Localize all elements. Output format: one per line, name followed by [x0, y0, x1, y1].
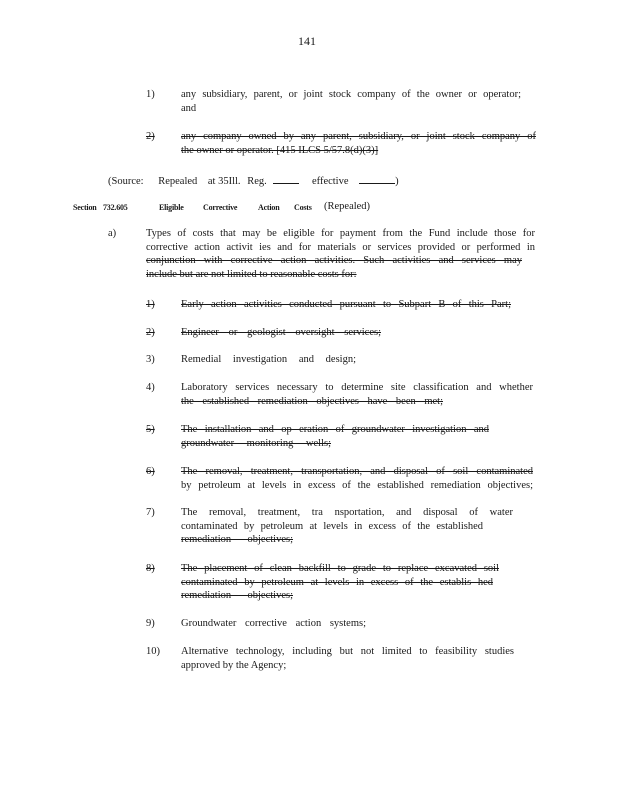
- text-line: Engineer or geologist oversight services;: [181, 327, 381, 338]
- text-line: contaminated by petroleum at levels in excess of the established: [181, 520, 483, 532]
- paragraph-text: [146, 227, 535, 281]
- text-line: remediation objectives;: [181, 590, 293, 601]
- text-line: Groundwater corrective action systems;: [181, 618, 366, 629]
- section-heading: [73, 200, 373, 214]
- list-item-number: 4): [146, 382, 155, 393]
- volume-blank: [273, 173, 299, 184]
- list-item-number: 7): [146, 507, 155, 518]
- list-item-number: 2): [146, 327, 155, 338]
- text-line: the established remediation objectives have been met;: [181, 395, 443, 407]
- text-line: conjunction with corrective action activities. Such activities and services may: [146, 255, 522, 266]
- section-title-word: Costs: [294, 203, 312, 212]
- list-item-text: [181, 465, 533, 492]
- section-title-word: Eligible: [159, 203, 184, 212]
- source-close: ): [395, 176, 399, 187]
- text-line: Early action activities conducted pursuant to Subpart B of this Part;: [181, 299, 511, 310]
- text-line: Remedial investigation and design;: [181, 354, 356, 365]
- text-line: Types of costs that may be eligible for payment from the Fund include those for: [146, 228, 535, 239]
- list-item-number: 8): [146, 563, 155, 574]
- page-number: 141: [298, 34, 316, 48]
- text-line: groundwater monitoring wells;: [181, 437, 331, 449]
- text-line: Laboratory services necessary to determine site classification and whether: [181, 382, 533, 393]
- list-item-number: 1): [146, 299, 155, 310]
- text-line: any company owned by any parent, subsidiary, or joint stock company of: [181, 131, 536, 142]
- section-title-word: Corrective: [203, 203, 238, 212]
- list-item-text: [181, 353, 356, 367]
- list-item-text: [181, 298, 511, 312]
- text-line: The removal, treatment, transportation, and disposal of soil contaminated: [181, 466, 533, 477]
- section-number: 732.605: [103, 203, 128, 212]
- list-item-number: 9): [146, 618, 155, 629]
- text-line: The placement of clean backfill to grade to replace excavated soil: [181, 563, 499, 574]
- source-note: [108, 173, 399, 189]
- text-line: Alternative technology, including but not limited to feasibility studies: [181, 646, 514, 657]
- text-line: any subsidiary, parent, or joint stock company of the owner or operator;: [181, 89, 521, 100]
- text-line: and: [181, 102, 197, 114]
- paragraph-marker: a): [108, 228, 117, 239]
- text-line: include but are not limited to reasonable costs for:: [146, 268, 357, 280]
- list-item-number: 10): [146, 646, 160, 657]
- text-line: The installation and op eration of groundwater investigation and: [181, 424, 489, 435]
- text-line: remediation objectives;: [181, 534, 293, 545]
- text-line: by petroleum at levels in excess of the established remediation objectives;: [181, 479, 533, 491]
- list-item-text: [181, 617, 366, 631]
- list-item-text: [181, 645, 514, 672]
- list-item-number: 6): [146, 466, 155, 477]
- list-item-number: 3): [146, 354, 155, 365]
- text-line: the owner or operator. [415 ILCS 5/57.8(d)(3)]: [181, 144, 379, 156]
- list-item-text: [181, 506, 513, 547]
- text-line: corrective action activit ies and for materials or services provided or performed in: [146, 241, 535, 253]
- list-item-text: [181, 88, 521, 115]
- list-item-number: 1): [146, 89, 155, 100]
- section-title-word: Action: [258, 203, 280, 212]
- list-item-text: [181, 381, 533, 408]
- source-reg: Reg.: [247, 176, 267, 187]
- list-item-number: 2): [146, 131, 155, 142]
- source-repealed: Repealed: [158, 176, 198, 187]
- source-effective: effective: [311, 176, 349, 187]
- text-line: approved by the Agency;: [181, 659, 287, 671]
- section-label: Section: [73, 203, 97, 212]
- date-blank: [359, 173, 395, 184]
- source-open: (Source:: [108, 176, 144, 187]
- source-at: at 35Ill.: [207, 176, 241, 187]
- text-line: The removal, treatment, tra nsportation, and disposal of water: [181, 507, 513, 518]
- section-status: (Repealed): [324, 201, 371, 212]
- list-item-text: [181, 130, 536, 157]
- list-item-text: [181, 326, 381, 340]
- list-item-text: [181, 562, 499, 603]
- text-line: contaminated by petroleum at levels in excess of the establis hed: [181, 576, 493, 588]
- list-item-number: 5): [146, 424, 155, 435]
- list-item-text: [181, 423, 489, 450]
